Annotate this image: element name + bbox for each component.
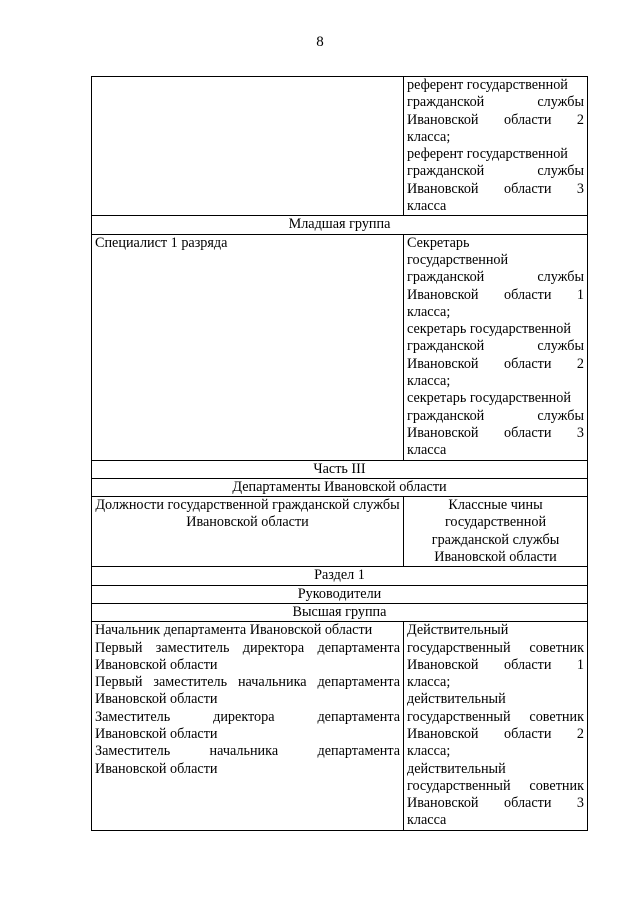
table-row: [92, 478, 588, 496]
rank-line: гражданской службы: [407, 269, 584, 286]
rank-line: действительный: [407, 760, 506, 777]
rank-line: Ивановской области 3: [407, 424, 584, 441]
rank-line: Ивановской области 1: [407, 656, 584, 673]
rank-line: класса;: [407, 373, 451, 390]
rank-line: государственной: [407, 251, 509, 268]
position-line: Первый заместитель начальника департамента: [95, 674, 400, 691]
rank-line: секретарь государственной: [407, 390, 571, 407]
rank-line: государственный советник: [407, 708, 584, 725]
rank-line: гражданской службы: [407, 94, 584, 111]
table-row: [92, 234, 588, 460]
rank-line: класса;: [407, 674, 451, 691]
rank-line: Ивановской области 2: [407, 355, 584, 372]
position-cell: Специалист 1 разряда: [92, 234, 404, 460]
rank-line: класса: [407, 812, 447, 829]
rank-line: Ивановской области 3: [407, 795, 584, 812]
rank-line: Ивановской области 1: [407, 286, 584, 303]
position-line: Ивановской области: [95, 725, 218, 742]
ranks-cell: [404, 622, 588, 831]
position-line: Ивановской области: [95, 760, 218, 777]
rank-line: секретарь государственной: [407, 321, 571, 338]
table-row: [92, 77, 588, 216]
rank-line: Секретарь: [407, 234, 470, 251]
table-row: [92, 497, 588, 567]
empty-cell: [92, 77, 404, 216]
section-heading: Раздел 1: [92, 567, 588, 585]
position-line: Заместитель начальника департамента: [95, 743, 400, 760]
rank-line: гражданской службы: [407, 407, 584, 424]
rank-line: государственный советник: [407, 639, 584, 656]
rank-line: гражданской службы: [407, 163, 584, 180]
rank-line: класса;: [407, 303, 451, 320]
table-row: [92, 567, 588, 585]
table-row: [92, 622, 588, 831]
rank-line: Действительный: [407, 622, 509, 639]
position-line: Заместитель директора департамента: [95, 708, 400, 725]
positions-cell: [92, 622, 404, 831]
table-row: [92, 603, 588, 621]
position-line: Ивановской области: [95, 656, 218, 673]
rank-line: действительный: [407, 691, 506, 708]
departments-heading: Департаменты Ивановской области: [92, 478, 588, 496]
table-row: [92, 585, 588, 603]
page-number: 8: [316, 34, 324, 50]
rank-line: Ивановской области 3: [407, 180, 584, 197]
table-row: [92, 216, 588, 234]
rank-line: Ивановской области 2: [407, 725, 584, 742]
rank-line: класса: [407, 198, 447, 215]
rank-line: гражданской службы: [407, 338, 584, 355]
rank-line: класса;: [407, 128, 451, 145]
ranks-cell: [404, 77, 588, 216]
position-line: Начальник департамента Ивановской области: [95, 622, 373, 639]
rank-line: класса;: [407, 743, 451, 760]
ranks-cell: [404, 234, 588, 460]
column-header-positions: Должности государственной гражданской службы Ивановской области: [92, 497, 404, 567]
column-header-ranks: Классные чины государственной гражданской службы Ивановской области: [404, 497, 588, 567]
rank-line: Ивановской области 2: [407, 111, 584, 128]
rank-line: класса: [407, 442, 447, 459]
class-ranks-table: [91, 76, 588, 831]
category-heading: Руководители: [92, 585, 588, 603]
rank-line: государственный советник: [407, 777, 584, 794]
group-heading: Высшая группа: [92, 603, 588, 621]
rank-line: референт государственной: [407, 146, 568, 163]
rank-line: референт государственной: [407, 77, 568, 93]
table-row: [92, 460, 588, 478]
position-line: Первый заместитель директора департамента: [95, 639, 400, 656]
group-heading: Младшая группа: [92, 216, 588, 234]
position-line: Ивановской области: [95, 691, 218, 708]
part-heading: Часть III: [92, 460, 588, 478]
